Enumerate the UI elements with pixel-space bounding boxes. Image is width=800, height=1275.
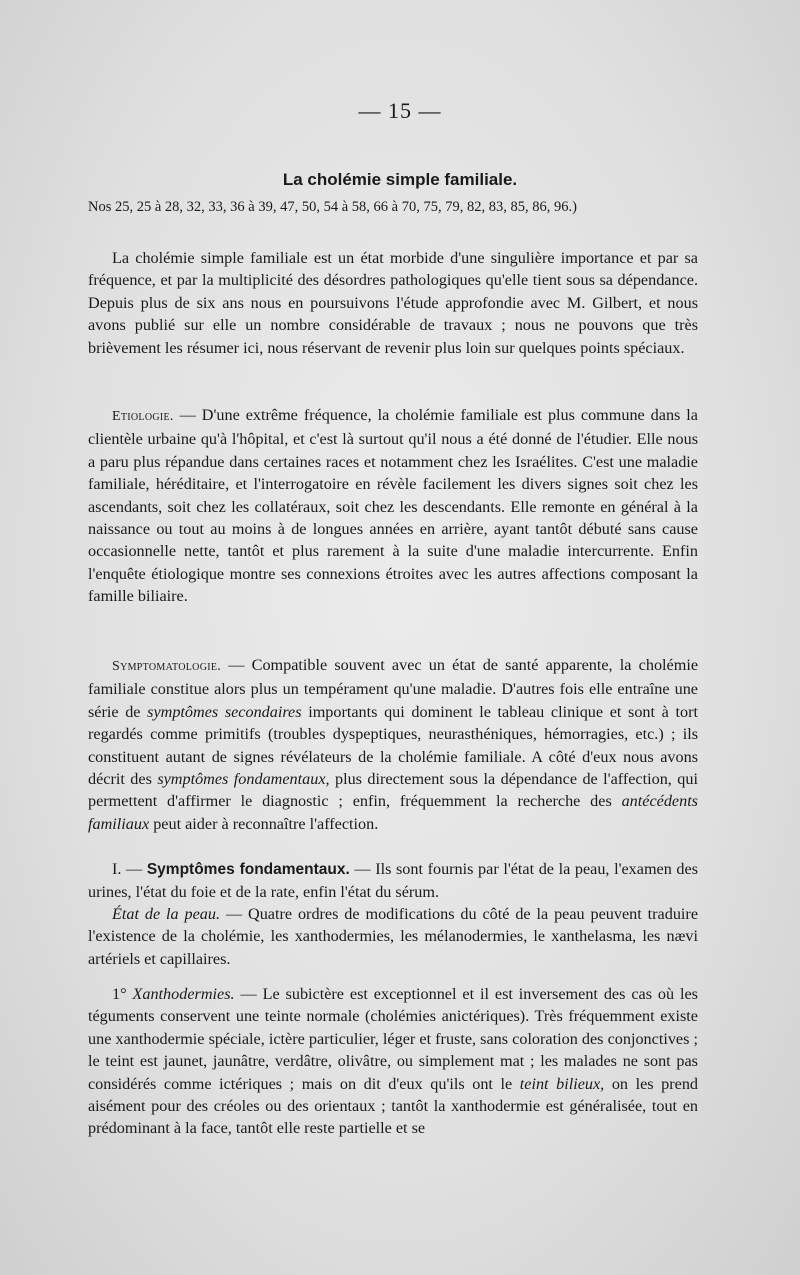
intro-text: La cholémie simple familiale est un état morbide d'une singulière importance et par sa fréquence, et par la multiplicité des désordres pathologiques qu'elle tient sous sa dépendance. Depuis plus de six ans nous en poursuivons l'étude approfondie avec M. Gilbert, et nous avons publié sur elle un nombre considérable de travaux ; nous ne pouvons que très brièvement les résumer ici, nous réservant de revenir plus loin sur quelques points spéciaux. <box>88 249 698 357</box>
paragraph-intro <box>88 247 698 359</box>
symptomatologie-text-d: peut aider à reconnaître l'affection. <box>149 814 379 833</box>
paragraph-fondamentaux <box>88 858 698 904</box>
symptomatologie-text-a: — Compatible souvent avec un état de santé apparente, la cholémie familiale constitue alors plus un tempérament qu'une maladie. D'autres fois elle entraîne une série de <box>88 656 698 721</box>
symptomatologie-text-b: importants qui dominent le tableau clinique et sont à tort regardés comme primitifs (troubles dyspeptiques, neurasthéniques, hémorragies, etc.) ; ils constituent autant de signes révélateurs de la cholémie familiale. A côté d'eux nous avons décrit des <box>88 702 698 789</box>
paragraph-peau <box>88 903 698 970</box>
xanthodermies-text-a: — Le subictère est exceptionnel et il est inversement des cas où les téguments conservent une teinte normale (cholémies anictériques). Très fréquemment existe une xanthodermie spéciale, ictère particulier, léger et fruste, sans coloration des conjonctives ; le teint est jaunet, jaunâtre, verdâtre, olivâtre, ou simplement mat ; les malades ne sont pas considérés comme ictériques ; mais on dit d'eux qu'ils ont le <box>88 985 698 1093</box>
page-number: — 15 — <box>358 98 442 123</box>
fondamentaux-number: I. — <box>112 860 147 878</box>
paragraph-xanthodermies <box>88 983 698 1140</box>
xanthodermies-em: teint bilieux, <box>519 1074 605 1093</box>
fondamentaux-text: — Ils sont fournis par l'état de la peau, l'examen des urines, l'état du foie et de la rate, enfin l'état du sérum. <box>88 860 699 902</box>
symptomatologie-em-b: symptômes fondamentaux, <box>157 770 330 789</box>
paragraph-etiologie <box>88 404 698 608</box>
peau-heading: État de la peau. <box>112 905 221 923</box>
xanthodermies-heading: Xanthodermies. <box>132 985 235 1003</box>
symptomatologie-em-c: antécédents familiaux <box>88 792 698 833</box>
symptomatologie-heading: Symptomatologie. <box>112 659 222 674</box>
etiologie-text: — D'une extrême fréquence, la cholémie familiale est plus commune dans la clientèle urbaine qu'à l'hôpital, et c'est là surtout qu'il nous a été donné de l'étudier. Elle nous a paru plus répandue dans certaines races et notamment chez les Israélites. C'est une maladie familiale, héréditaire, et l'interrogatoire en révèle facilement les divers signes soit chez les ascendants, soit chez les collatéraux, soit chez les descendants. Elle remonte en général à la naissance ou tout au moins à de longues années en arrière, ayant tantôt débuté sans cause occasionnelle nette, tantôt et plus rarement à la suite d'une maladie intercurrente. Enfin l'enquête étiologique montre ses connexions étroites avec les autres affections composant la famille biliaire. <box>88 406 698 606</box>
symptomatologie-text-c: plus directement sous la dépendance de l'affection, qui permettent d'affirmer le diagnostic ; enfin, fréquemment la recherche des <box>88 770 698 811</box>
references-line: Nos 25, 25 à 28, 32, 33, 36 à 39, 47, 50, 54 à 58, 66 à 70, 75, 79, 82, 83, 85, 86, 96.) <box>88 199 577 215</box>
xanthodermies-number: 1° <box>112 985 133 1003</box>
section-title: La cholémie simple familiale. <box>282 170 518 189</box>
paragraph-symptomatologie <box>88 654 698 835</box>
etiologie-heading: Etiologie. <box>112 409 174 424</box>
peau-text: — Quatre ordres de modifications du côté de la peau peuvent traduire l'existence de la cholémie, les xanthodermies, les mélanodermies, le xanthelasma, les nævi artériels et capillaires. <box>88 905 699 968</box>
xanthodermies-text-b: on les prend aisément pour des créoles ou des orientaux ; tantôt la xanthodermie est généralisée, tout en prédominant à la face, tantôt elle reste partielle et se <box>88 1074 699 1138</box>
symptomatologie-em-a: symptômes secondaires <box>147 702 302 721</box>
fondamentaux-heading: Symptômes fondamentaux. <box>146 861 350 878</box>
